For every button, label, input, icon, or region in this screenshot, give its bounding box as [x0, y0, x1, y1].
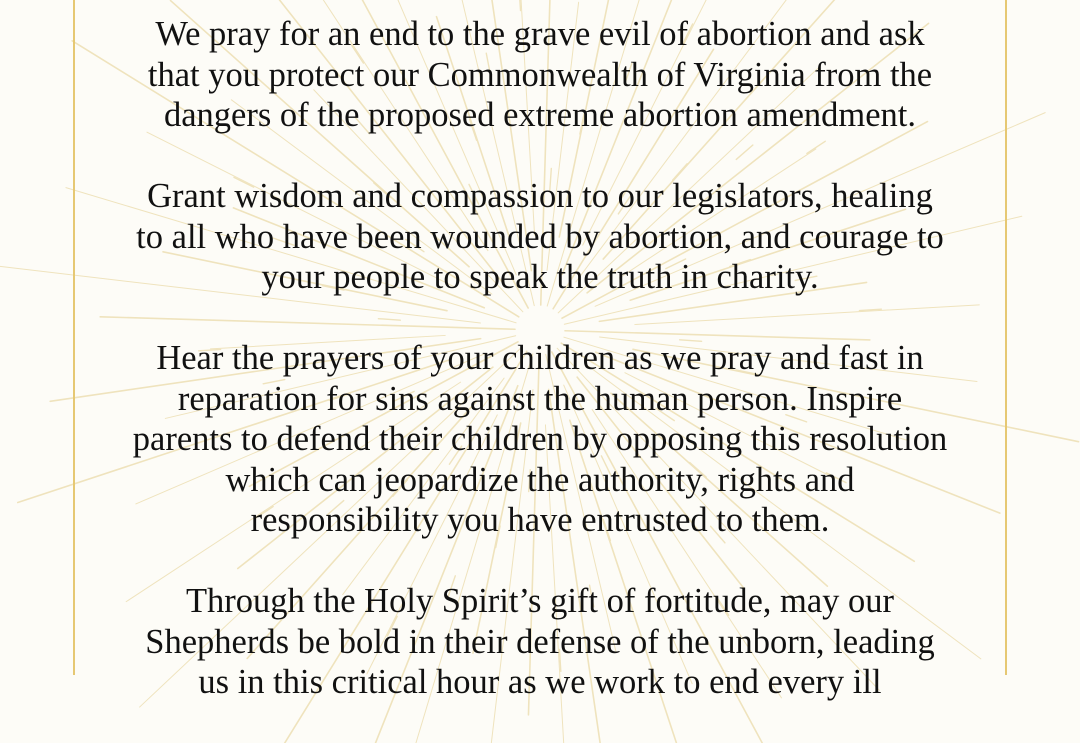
prayer-line: Grant wisdom and compassion to our legislators, healing	[147, 177, 933, 215]
prayer-line: Through the Holy Spirit’s gift of fortitude, may our	[185, 582, 895, 620]
prayer-line: We pray for an end to the grave evil of abortion and ask	[155, 15, 925, 53]
prayer-text	[85, 14, 995, 743]
prayer-line: parents to defend their children by opposing this resolution	[132, 420, 948, 458]
prayer-line: your people to speak the truth in charity.	[261, 258, 819, 296]
prayer-line: to all who have been wounded by abortion, and courage to	[136, 217, 944, 256]
prayer-paragraph	[85, 14, 995, 136]
prayer-line: reparation for sins against the human person. Inspire	[177, 379, 903, 418]
sunburst-dash	[519, 0, 520, 11]
gold-border-right	[1005, 0, 1007, 675]
prayer-line: us in this critical hour as we work to end every ill	[198, 663, 882, 701]
prayer-line: responsibility you have entrusted to them.	[250, 501, 830, 539]
prayer-paragraph	[85, 176, 995, 298]
prayer-paragraph	[85, 581, 995, 703]
prayer-line: which can jeopardize the authority, rights and	[225, 460, 855, 499]
prayer-paragraph	[85, 338, 995, 541]
prayer-line: Shepherds be bold in their defense of the unborn, leading	[145, 622, 935, 661]
prayer-line: Hear the prayers of your children as we pray and fast in	[156, 339, 924, 377]
gold-border-left	[73, 0, 75, 675]
prayer-line: that you protect our Commonwealth of Virginia from the	[147, 55, 933, 94]
prayer-line: dangers of the proposed extreme abortion amendment.	[163, 96, 917, 134]
